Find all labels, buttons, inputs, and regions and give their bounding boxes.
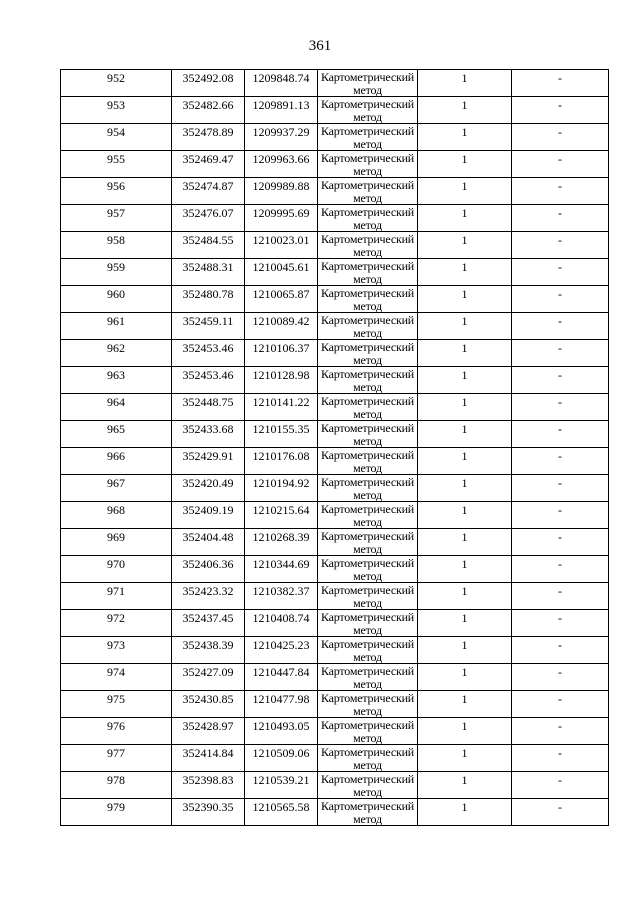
note-cell: - bbox=[512, 610, 609, 637]
note-cell: - bbox=[512, 151, 609, 178]
y-coordinate-cell: 1210268.39 bbox=[245, 529, 318, 556]
count-cell: 1 bbox=[418, 475, 512, 502]
table-row bbox=[61, 151, 609, 178]
table-row bbox=[61, 799, 609, 826]
y-coordinate-cell: 1210565.58 bbox=[245, 799, 318, 826]
y-coordinate-cell: 1210215.64 bbox=[245, 502, 318, 529]
method-cell: Картометрический метод bbox=[318, 232, 418, 259]
note-cell: - bbox=[512, 475, 609, 502]
table-row bbox=[61, 313, 609, 340]
table-row bbox=[61, 367, 609, 394]
note-cell: - bbox=[512, 664, 609, 691]
method-cell: Картометрический метод bbox=[318, 259, 418, 286]
table-row bbox=[61, 583, 609, 610]
note-cell: - bbox=[512, 691, 609, 718]
note-cell: - bbox=[512, 124, 609, 151]
y-coordinate-cell: 1210493.05 bbox=[245, 718, 318, 745]
point-number-cell: 972 bbox=[61, 610, 172, 637]
point-number-cell: 968 bbox=[61, 502, 172, 529]
point-number-cell: 963 bbox=[61, 367, 172, 394]
method-cell: Картометрический метод bbox=[318, 97, 418, 124]
y-coordinate-cell: 1209937.29 bbox=[245, 124, 318, 151]
y-coordinate-cell: 1210344.69 bbox=[245, 556, 318, 583]
count-cell: 1 bbox=[418, 340, 512, 367]
count-cell: 1 bbox=[418, 178, 512, 205]
x-coordinate-cell: 352476.07 bbox=[172, 205, 245, 232]
point-number-cell: 970 bbox=[61, 556, 172, 583]
y-coordinate-cell: 1210065.87 bbox=[245, 286, 318, 313]
method-cell: Картометрический метод bbox=[318, 664, 418, 691]
x-coordinate-cell: 352409.19 bbox=[172, 502, 245, 529]
count-cell: 1 bbox=[418, 124, 512, 151]
table-row bbox=[61, 529, 609, 556]
table-row bbox=[61, 70, 609, 97]
x-coordinate-cell: 352478.89 bbox=[172, 124, 245, 151]
y-coordinate-cell: 1210408.74 bbox=[245, 610, 318, 637]
point-number-cell: 974 bbox=[61, 664, 172, 691]
method-cell: Картометрический метод bbox=[318, 529, 418, 556]
table-row bbox=[61, 178, 609, 205]
method-cell: Картометрический метод bbox=[318, 610, 418, 637]
x-coordinate-cell: 352488.31 bbox=[172, 259, 245, 286]
y-coordinate-cell: 1209963.66 bbox=[245, 151, 318, 178]
method-cell: Картометрический метод bbox=[318, 691, 418, 718]
note-cell: - bbox=[512, 259, 609, 286]
note-cell: - bbox=[512, 286, 609, 313]
y-coordinate-cell: 1210425.23 bbox=[245, 637, 318, 664]
table-row bbox=[61, 340, 609, 367]
point-number-cell: 967 bbox=[61, 475, 172, 502]
table-row bbox=[61, 610, 609, 637]
table-row bbox=[61, 556, 609, 583]
x-coordinate-cell: 352404.48 bbox=[172, 529, 245, 556]
point-number-cell: 979 bbox=[61, 799, 172, 826]
coordinates-table-body bbox=[61, 70, 609, 826]
y-coordinate-cell: 1210141.22 bbox=[245, 394, 318, 421]
note-cell: - bbox=[512, 718, 609, 745]
x-coordinate-cell: 352414.84 bbox=[172, 745, 245, 772]
note-cell: - bbox=[512, 394, 609, 421]
method-cell: Картометрический метод bbox=[318, 502, 418, 529]
count-cell: 1 bbox=[418, 502, 512, 529]
x-coordinate-cell: 352429.91 bbox=[172, 448, 245, 475]
point-number-cell: 965 bbox=[61, 421, 172, 448]
count-cell: 1 bbox=[418, 637, 512, 664]
note-cell: - bbox=[512, 583, 609, 610]
method-cell: Картометрический метод bbox=[318, 313, 418, 340]
point-number-cell: 957 bbox=[61, 205, 172, 232]
count-cell: 1 bbox=[418, 367, 512, 394]
note-cell: - bbox=[512, 448, 609, 475]
count-cell: 1 bbox=[418, 151, 512, 178]
y-coordinate-cell: 1209989.88 bbox=[245, 178, 318, 205]
method-cell: Картометрический метод bbox=[318, 475, 418, 502]
note-cell: - bbox=[512, 421, 609, 448]
count-cell: 1 bbox=[418, 664, 512, 691]
y-coordinate-cell: 1210477.98 bbox=[245, 691, 318, 718]
method-cell: Картометрический метод bbox=[318, 799, 418, 826]
note-cell: - bbox=[512, 178, 609, 205]
note-cell: - bbox=[512, 313, 609, 340]
method-cell: Картометрический метод bbox=[318, 745, 418, 772]
count-cell: 1 bbox=[418, 610, 512, 637]
note-cell: - bbox=[512, 637, 609, 664]
count-cell: 1 bbox=[418, 97, 512, 124]
coordinates-table bbox=[60, 69, 609, 826]
x-coordinate-cell: 352430.85 bbox=[172, 691, 245, 718]
x-coordinate-cell: 352482.66 bbox=[172, 97, 245, 124]
x-coordinate-cell: 352427.09 bbox=[172, 664, 245, 691]
table-row bbox=[61, 475, 609, 502]
note-cell: - bbox=[512, 97, 609, 124]
count-cell: 1 bbox=[418, 421, 512, 448]
table-row bbox=[61, 232, 609, 259]
y-coordinate-cell: 1210382.37 bbox=[245, 583, 318, 610]
table-row bbox=[61, 259, 609, 286]
method-cell: Картометрический метод bbox=[318, 421, 418, 448]
point-number-cell: 960 bbox=[61, 286, 172, 313]
x-coordinate-cell: 352437.45 bbox=[172, 610, 245, 637]
count-cell: 1 bbox=[418, 232, 512, 259]
method-cell: Картометрический метод bbox=[318, 556, 418, 583]
y-coordinate-cell: 1210089.42 bbox=[245, 313, 318, 340]
table-row bbox=[61, 448, 609, 475]
note-cell: - bbox=[512, 529, 609, 556]
count-cell: 1 bbox=[418, 205, 512, 232]
method-cell: Картометрический метод bbox=[318, 448, 418, 475]
x-coordinate-cell: 352448.75 bbox=[172, 394, 245, 421]
point-number-cell: 962 bbox=[61, 340, 172, 367]
count-cell: 1 bbox=[418, 691, 512, 718]
y-coordinate-cell: 1209995.69 bbox=[245, 205, 318, 232]
point-number-cell: 973 bbox=[61, 637, 172, 664]
x-coordinate-cell: 352423.32 bbox=[172, 583, 245, 610]
x-coordinate-cell: 352390.35 bbox=[172, 799, 245, 826]
y-coordinate-cell: 1209891.13 bbox=[245, 97, 318, 124]
point-number-cell: 955 bbox=[61, 151, 172, 178]
y-coordinate-cell: 1210045.61 bbox=[245, 259, 318, 286]
table-row bbox=[61, 664, 609, 691]
note-cell: - bbox=[512, 556, 609, 583]
note-cell: - bbox=[512, 745, 609, 772]
count-cell: 1 bbox=[418, 772, 512, 799]
x-coordinate-cell: 352480.78 bbox=[172, 286, 245, 313]
point-number-cell: 953 bbox=[61, 97, 172, 124]
x-coordinate-cell: 352484.55 bbox=[172, 232, 245, 259]
point-number-cell: 969 bbox=[61, 529, 172, 556]
y-coordinate-cell: 1210176.08 bbox=[245, 448, 318, 475]
note-cell: - bbox=[512, 772, 609, 799]
table-row bbox=[61, 394, 609, 421]
method-cell: Картометрический метод bbox=[318, 124, 418, 151]
y-coordinate-cell: 1210194.92 bbox=[245, 475, 318, 502]
note-cell: - bbox=[512, 232, 609, 259]
table-row bbox=[61, 637, 609, 664]
y-coordinate-cell: 1210509.06 bbox=[245, 745, 318, 772]
table-row bbox=[61, 745, 609, 772]
method-cell: Картометрический метод bbox=[318, 205, 418, 232]
x-coordinate-cell: 352474.87 bbox=[172, 178, 245, 205]
method-cell: Картометрический метод bbox=[318, 637, 418, 664]
method-cell: Картометрический метод bbox=[318, 583, 418, 610]
x-coordinate-cell: 352469.47 bbox=[172, 151, 245, 178]
table-row bbox=[61, 97, 609, 124]
x-coordinate-cell: 352459.11 bbox=[172, 313, 245, 340]
method-cell: Картометрический метод bbox=[318, 340, 418, 367]
y-coordinate-cell: 1210106.37 bbox=[245, 340, 318, 367]
method-cell: Картометрический метод bbox=[318, 772, 418, 799]
table-row bbox=[61, 772, 609, 799]
y-coordinate-cell: 1210128.98 bbox=[245, 367, 318, 394]
count-cell: 1 bbox=[418, 448, 512, 475]
y-coordinate-cell: 1210023.01 bbox=[245, 232, 318, 259]
note-cell: - bbox=[512, 502, 609, 529]
point-number-cell: 961 bbox=[61, 313, 172, 340]
x-coordinate-cell: 352453.46 bbox=[172, 340, 245, 367]
method-cell: Картометрический метод bbox=[318, 151, 418, 178]
point-number-cell: 971 bbox=[61, 583, 172, 610]
point-number-cell: 959 bbox=[61, 259, 172, 286]
method-cell: Картометрический метод bbox=[318, 367, 418, 394]
x-coordinate-cell: 352433.68 bbox=[172, 421, 245, 448]
point-number-cell: 966 bbox=[61, 448, 172, 475]
y-coordinate-cell: 1210447.84 bbox=[245, 664, 318, 691]
table-row bbox=[61, 286, 609, 313]
point-number-cell: 954 bbox=[61, 124, 172, 151]
note-cell: - bbox=[512, 340, 609, 367]
table-row bbox=[61, 691, 609, 718]
note-cell: - bbox=[512, 205, 609, 232]
count-cell: 1 bbox=[418, 286, 512, 313]
count-cell: 1 bbox=[418, 718, 512, 745]
count-cell: 1 bbox=[418, 313, 512, 340]
method-cell: Картометрический метод bbox=[318, 394, 418, 421]
count-cell: 1 bbox=[418, 394, 512, 421]
page-number: 361 bbox=[308, 38, 332, 54]
count-cell: 1 bbox=[418, 745, 512, 772]
table-row bbox=[61, 124, 609, 151]
method-cell: Картометрический метод bbox=[318, 178, 418, 205]
x-coordinate-cell: 352428.97 bbox=[172, 718, 245, 745]
count-cell: 1 bbox=[418, 529, 512, 556]
note-cell: - bbox=[512, 367, 609, 394]
point-number-cell: 956 bbox=[61, 178, 172, 205]
count-cell: 1 bbox=[418, 799, 512, 826]
point-number-cell: 976 bbox=[61, 718, 172, 745]
table-row bbox=[61, 502, 609, 529]
point-number-cell: 978 bbox=[61, 772, 172, 799]
x-coordinate-cell: 352398.83 bbox=[172, 772, 245, 799]
y-coordinate-cell: 1210539.21 bbox=[245, 772, 318, 799]
point-number-cell: 964 bbox=[61, 394, 172, 421]
y-coordinate-cell: 1210155.35 bbox=[245, 421, 318, 448]
point-number-cell: 958 bbox=[61, 232, 172, 259]
count-cell: 1 bbox=[418, 70, 512, 97]
x-coordinate-cell: 352420.49 bbox=[172, 475, 245, 502]
table-row bbox=[61, 421, 609, 448]
point-number-cell: 952 bbox=[61, 70, 172, 97]
x-coordinate-cell: 352406.36 bbox=[172, 556, 245, 583]
method-cell: Картометрический метод bbox=[318, 718, 418, 745]
count-cell: 1 bbox=[418, 259, 512, 286]
y-coordinate-cell: 1209848.74 bbox=[245, 70, 318, 97]
count-cell: 1 bbox=[418, 583, 512, 610]
note-cell: - bbox=[512, 799, 609, 826]
table-row bbox=[61, 205, 609, 232]
x-coordinate-cell: 352438.39 bbox=[172, 637, 245, 664]
x-coordinate-cell: 352453.46 bbox=[172, 367, 245, 394]
table-row bbox=[61, 718, 609, 745]
count-cell: 1 bbox=[418, 556, 512, 583]
x-coordinate-cell: 352492.08 bbox=[172, 70, 245, 97]
method-cell: Картометрический метод bbox=[318, 70, 418, 97]
note-cell: - bbox=[512, 70, 609, 97]
method-cell: Картометрический метод bbox=[318, 286, 418, 313]
point-number-cell: 977 bbox=[61, 745, 172, 772]
point-number-cell: 975 bbox=[61, 691, 172, 718]
